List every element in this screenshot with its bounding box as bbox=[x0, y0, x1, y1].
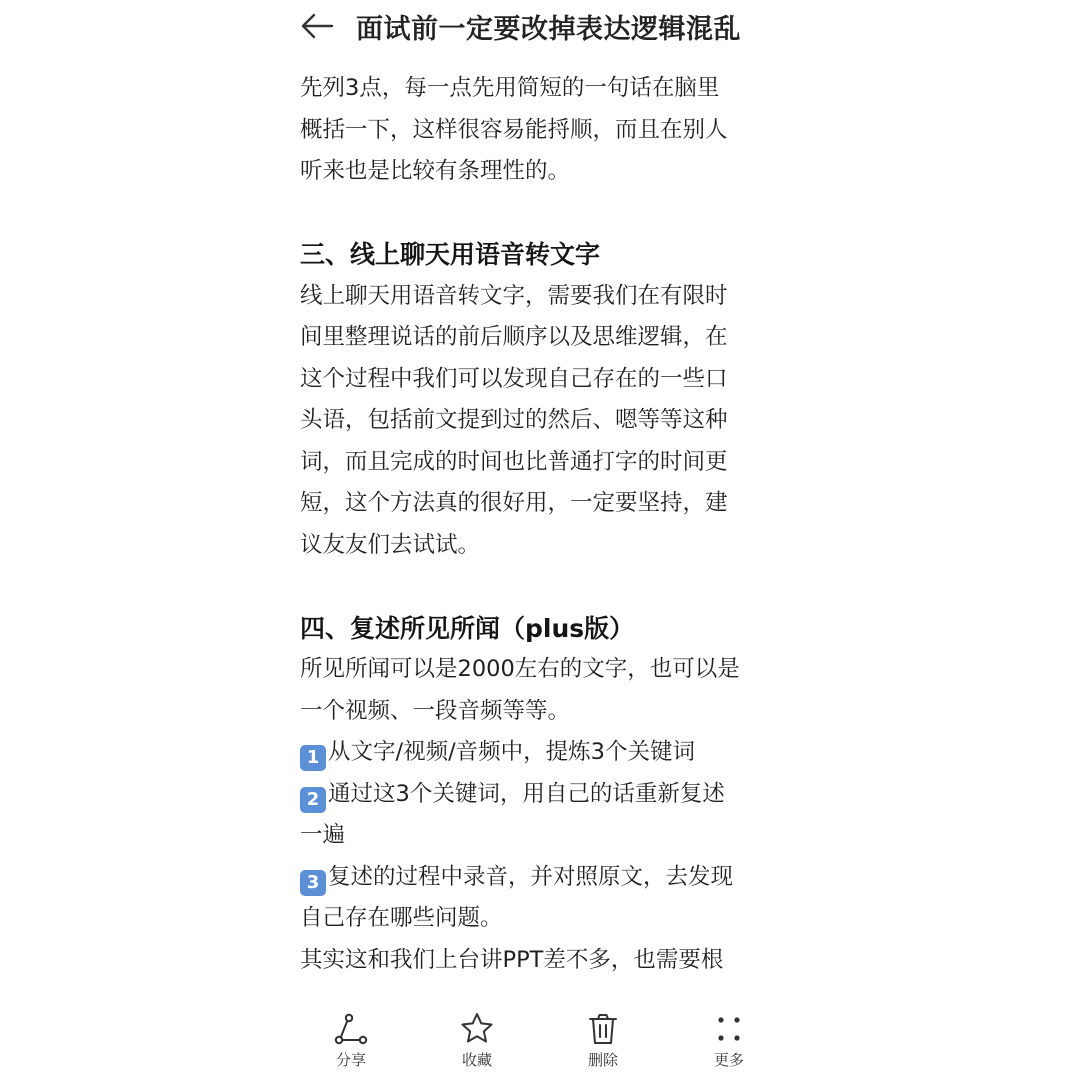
step-item bbox=[300, 774, 780, 816]
paragraph-gap bbox=[300, 193, 780, 235]
top-bar bbox=[300, 0, 820, 52]
intro-line: 先列3点，每一点先用简短的一句话在脑里 bbox=[300, 75, 720, 101]
section-line: 一个视频、一段音频等等。 bbox=[300, 697, 571, 724]
article-body bbox=[300, 68, 780, 996]
number-1-icon: 1 bbox=[300, 745, 326, 771]
favorite-button[interactable] bbox=[414, 1000, 540, 1080]
section-line: 短，这个方法真的很好用，一定要坚持，建 bbox=[300, 490, 728, 516]
more-label: 更多 bbox=[713, 1051, 744, 1069]
number-3-icon: 3 bbox=[300, 870, 326, 896]
intro-line: 听来也是比较有条理性的。 bbox=[300, 158, 571, 184]
section-line: 头语，包括前文提到过的然后、嗯等等这种 bbox=[300, 407, 728, 433]
section-line: 间里整理说话的前后顺序以及思维逻辑，在 bbox=[300, 324, 728, 350]
star-icon bbox=[458, 1010, 496, 1048]
more-dots-icon bbox=[710, 1010, 748, 1048]
back-button[interactable] bbox=[300, 6, 340, 46]
section-heading: 三、线上聊天用语音转文字 bbox=[300, 240, 601, 269]
section-line: 线上聊天用语音转文字，需要我们在有限时 bbox=[300, 282, 728, 309]
closing-line: 其实这和我们上台讲PPT差不多，也需要根 bbox=[300, 946, 724, 973]
share-button[interactable] bbox=[288, 1000, 414, 1080]
number-2-icon: 2 bbox=[300, 787, 326, 813]
section-line: 词，而且完成的时间也比普通打字的时间更 bbox=[300, 448, 728, 475]
more-button[interactable] bbox=[666, 1000, 792, 1080]
step-text: 通过这3个关键词，用自己的话重新复述 bbox=[328, 780, 725, 807]
section-line: 议友友们去试试。 bbox=[300, 531, 481, 558]
delete-button[interactable] bbox=[540, 1000, 666, 1080]
step-item bbox=[300, 857, 780, 899]
step-text: 从文字/视频/音频中，提炼3个关键词 bbox=[328, 739, 695, 765]
intro-line: 概括一下，这样很容易能捋顺，而且在别人 bbox=[300, 116, 728, 143]
delete-label: 删除 bbox=[587, 1051, 618, 1069]
step-text-continued: 一遍 bbox=[300, 822, 346, 848]
bottom-toolbar bbox=[288, 1000, 792, 1080]
section-line: 所见所闻可以是2000左右的文字，也可以是 bbox=[300, 656, 740, 682]
step-text: 复述的过程中录音，并对照原文，去发现 bbox=[328, 863, 734, 890]
back-arrow-icon bbox=[300, 12, 334, 40]
section-line: 这个过程中我们可以发现自己存在的一些口 bbox=[300, 365, 728, 392]
page-title: 面试前一定要改掉表达逻辑混乱 bbox=[356, 13, 741, 45]
section-heading: 四、复述所见所闻（plus版） bbox=[300, 613, 635, 643]
trash-icon bbox=[584, 1010, 622, 1048]
step-text-continued: 自己存在哪些问题。 bbox=[300, 905, 503, 931]
paragraph-gap bbox=[300, 566, 780, 608]
step-item bbox=[300, 732, 780, 774]
share-icon bbox=[332, 1010, 370, 1048]
share-label: 分享 bbox=[335, 1051, 366, 1069]
favorite-label: 收藏 bbox=[461, 1051, 492, 1069]
